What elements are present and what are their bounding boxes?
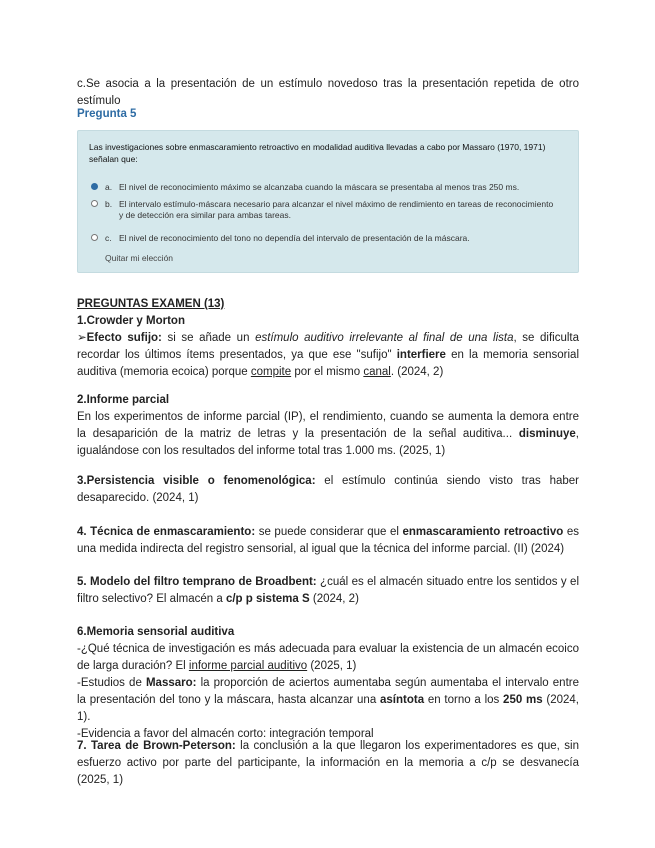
clear-choice-link[interactable]: Quitar mi elección: [105, 253, 174, 263]
option-text: El nivel de reconocimiento del tono no dependía del intervalo de presentación de la máscara.: [119, 233, 470, 243]
item-3-text: 3.Persistencia visible o fenomenológica: el estímulo continúa siendo visto tras haber desaparecido. (2024, 1): [77, 475, 579, 504]
arrow-icon: ➢: [77, 332, 87, 344]
section-4: [77, 524, 579, 558]
item-1-text: ➢Efecto sufijo: si se añade un estímulo auditivo irrelevante al final de una lista, se dificulta recordar los últimos ítems presentados, ya que ese "sufijo" interfiere en la memoria sensorial auditiva (memoria ecoica) porque compite por el mismo canal. (2024, 2): [77, 332, 579, 378]
item-6-line-3: -Evidencia a favor del almacén corto: integración temporal: [77, 728, 374, 740]
option-letter: c.: [105, 233, 112, 243]
pregunta-5-title: Pregunta 5: [77, 108, 137, 120]
item-6-line-2: -Estudios de Massaro: la proporción de aciertos aumentaba según aumentaba el intervalo entre la presentación del tono y la máscara, hasta alcanzar una asíntota en torno a los 250 ms (2024, 1).: [77, 677, 580, 723]
quiz-question-text: Las investigaciones sobre enmascaramiento retroactivo en modalidad auditiva llevadas a cabo por Massaro (1970, 1971) señalan que:: [89, 142, 546, 164]
section-5: [77, 574, 579, 608]
item-6-title: 6.Memoria sensorial auditiva: [77, 626, 235, 638]
section-6: [77, 624, 579, 743]
item-2-text: En los experimentos de informe parcial (IP), el rendimiento, cuando se aumenta la demora entre la desaparición de la matriz de letras y la presentación de la señal auditiva... disminuye, igualándose con los resultados del informe total tras 1.000 ms. (2025, 1): [77, 411, 579, 457]
item-5-text: 5. Modelo del filtro temprano de Broadbent: ¿cuál es el almacén situado entre los sentidos y el filtro selectivo? El almacén a c/p p sistema S (2024, 2): [77, 576, 579, 605]
item-6-line-1: -¿Qué técnica de investigación es más adecuada para evaluar la existencia de un almacén ecoico de larga duración? El informe parcial auditivo (2025, 1): [77, 643, 579, 672]
option-letter: a.: [105, 182, 113, 192]
item-7-text: 7. Tarea de Brown-Peterson: la conclusión a la que llegaron los experimentadores es que, sin esfuerzo activo por parte del participante, la información en la memoria a c/p se desvanecía (2025, 1): [77, 740, 579, 786]
intro-line: c.Se asocia a la presentación de un estímulo novedoso tras la presentación repetida de otro estímulo: [77, 78, 579, 107]
option-text: El nivel de reconocimiento máximo se alcanzaba cuando la máscara se presentaba al menos tras 250 ms.: [119, 182, 520, 192]
option-letter: b.: [105, 199, 113, 209]
item-4-text: 4. Técnica de enmascaramiento: se puede considerar que el enmascaramiento retroactivo es una medida indirecta del registro sensorial, al igual que la técnica del informe parcial. (II) (2024): [77, 526, 579, 555]
section-2: [77, 392, 579, 460]
radio-selected-icon[interactable]: [91, 183, 98, 190]
section-3: [77, 473, 579, 507]
section-title: PREGUNTAS EXAMEN (13): [77, 298, 225, 310]
item-1-title: 1.Crowder y Morton: [77, 315, 185, 327]
radio-icon[interactable]: [91, 234, 98, 241]
section-7: [77, 738, 579, 789]
item-2-title: 2.Informe parcial: [77, 394, 170, 406]
radio-icon[interactable]: [91, 200, 98, 207]
quiz-question-box: [77, 130, 579, 273]
option-text: El intervalo estímulo-máscara necesario para alcanzar el nivel máximo de rendimiento en tareas de reconocimiento y de detección era similar para ambas tareas.: [119, 199, 554, 220]
section-1: [77, 296, 579, 381]
